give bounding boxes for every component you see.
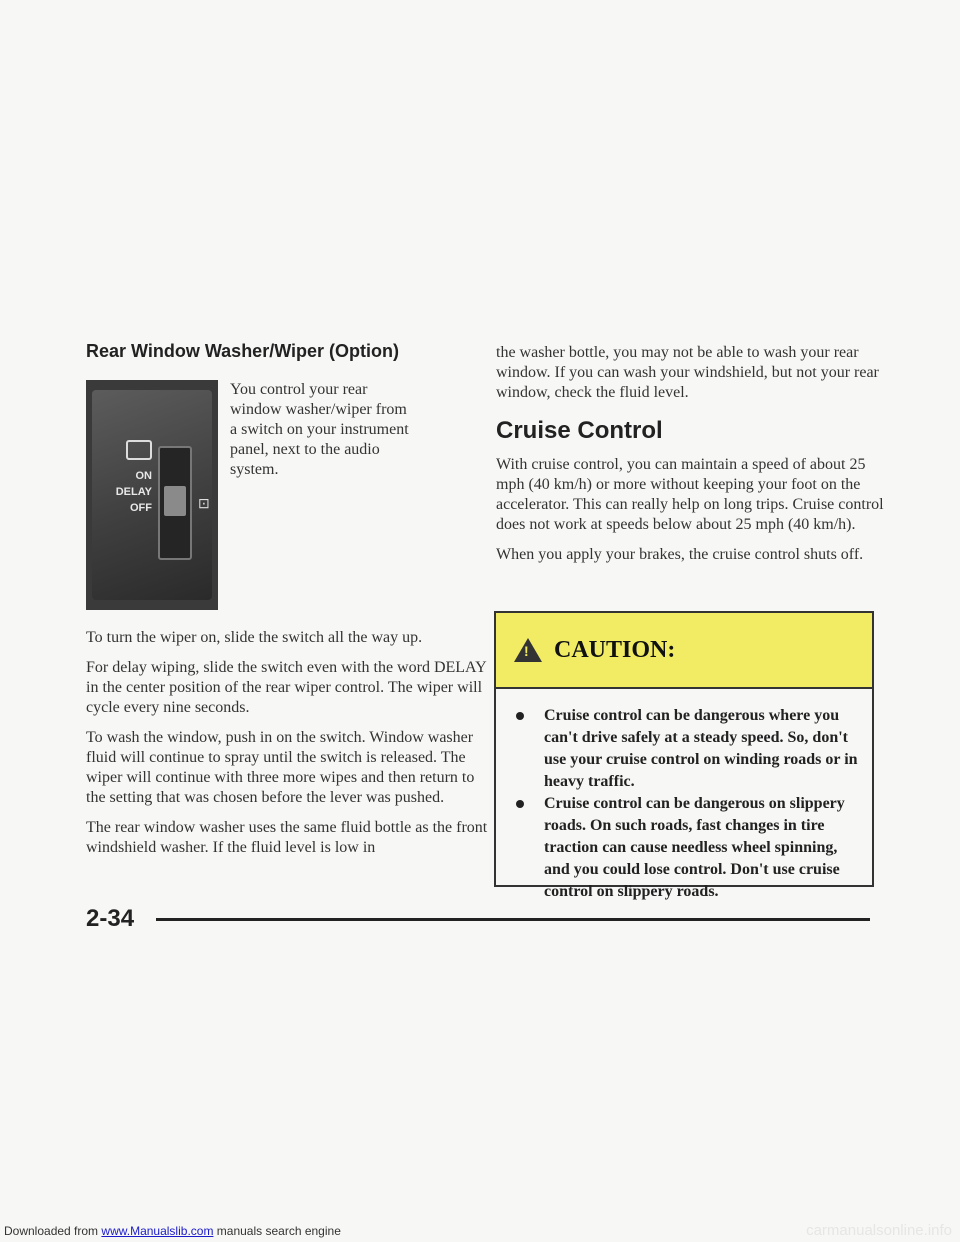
caution-item: Cruise control can be dangerous where you can't drive safely at a steady speed. So, don't use your cruise control on winding roads or in heavy traffic. bbox=[524, 705, 858, 793]
paragraph: To wash the window, push in on the switch. Window washer fluid will continue to spray until the switch is released. The wiper will continue with three more wipes and then return to the setting that was chosen before the lever was pushed. bbox=[86, 729, 475, 806]
paragraph: To turn the wiper on, slide the switch all the way up. bbox=[86, 629, 423, 646]
washer-icon: ⊡ bbox=[198, 497, 210, 512]
manualslib-link[interactable]: www.Manualslib.com bbox=[101, 1224, 214, 1238]
caution-header bbox=[496, 613, 872, 689]
left-body bbox=[86, 628, 492, 868]
switch-label-delay: DELAY bbox=[115, 486, 152, 498]
download-note bbox=[4, 1224, 341, 1238]
caution-title: CAUTION: bbox=[554, 636, 676, 663]
paragraph: For delay wiping, slide the switch even with the word DELAY in the center position of the rear wiper control. The wiper will cycle every nine seconds. bbox=[86, 659, 487, 716]
caution-list bbox=[496, 705, 872, 903]
paragraph: With cruise control, you can maintain a speed of about 25 mph (40 km/h) or more without keeping your foot on the accelerator. This can really help on long trips. Cruise control does not work at speeds below about 25 mph (40 km/h). bbox=[496, 456, 884, 533]
paragraph: The rear window washer uses the same fluid bottle as the front windshield washer. If the fluid level is low in bbox=[86, 819, 488, 856]
rear-wiper-icon bbox=[126, 440, 152, 460]
page-number: 2-34 bbox=[86, 905, 135, 932]
caution-box bbox=[494, 611, 874, 900]
download-suffix: manuals search engine bbox=[213, 1224, 341, 1238]
continuation-paragraph: the washer bottle, you may not be able to wash your rear window. If you can wash your windshield, but not your rear window, check the fluid level. bbox=[496, 344, 879, 401]
section-subheading: Rear Window Washer/Wiper (Option) bbox=[86, 341, 400, 361]
switch-knob bbox=[164, 486, 186, 516]
footer-rule bbox=[156, 918, 870, 921]
warning-triangle-icon bbox=[514, 638, 542, 662]
intro-paragraph: You control your rear window washer/wiper from a switch on your instrument panel, next to the audio system. bbox=[230, 381, 409, 478]
download-prefix: Downloaded from bbox=[4, 1224, 99, 1238]
wiper-switch-image bbox=[86, 380, 218, 610]
right-column bbox=[496, 343, 886, 575]
switch-slot bbox=[158, 446, 192, 560]
section-title: Cruise Control bbox=[496, 417, 663, 444]
switch-label-on: ON bbox=[135, 470, 152, 482]
switch-label-off: OFF bbox=[130, 502, 152, 514]
caution-item: Cruise control can be dangerous on slippery roads. On such roads, fast changes in tire traction can cause needless wheel spinning, and you could lose control. Don't use cruise control on slippery roads. bbox=[524, 793, 858, 903]
paragraph: When you apply your brakes, the cruise control shuts off. bbox=[496, 546, 864, 563]
watermark: carmanualsonline.info bbox=[806, 1222, 952, 1239]
